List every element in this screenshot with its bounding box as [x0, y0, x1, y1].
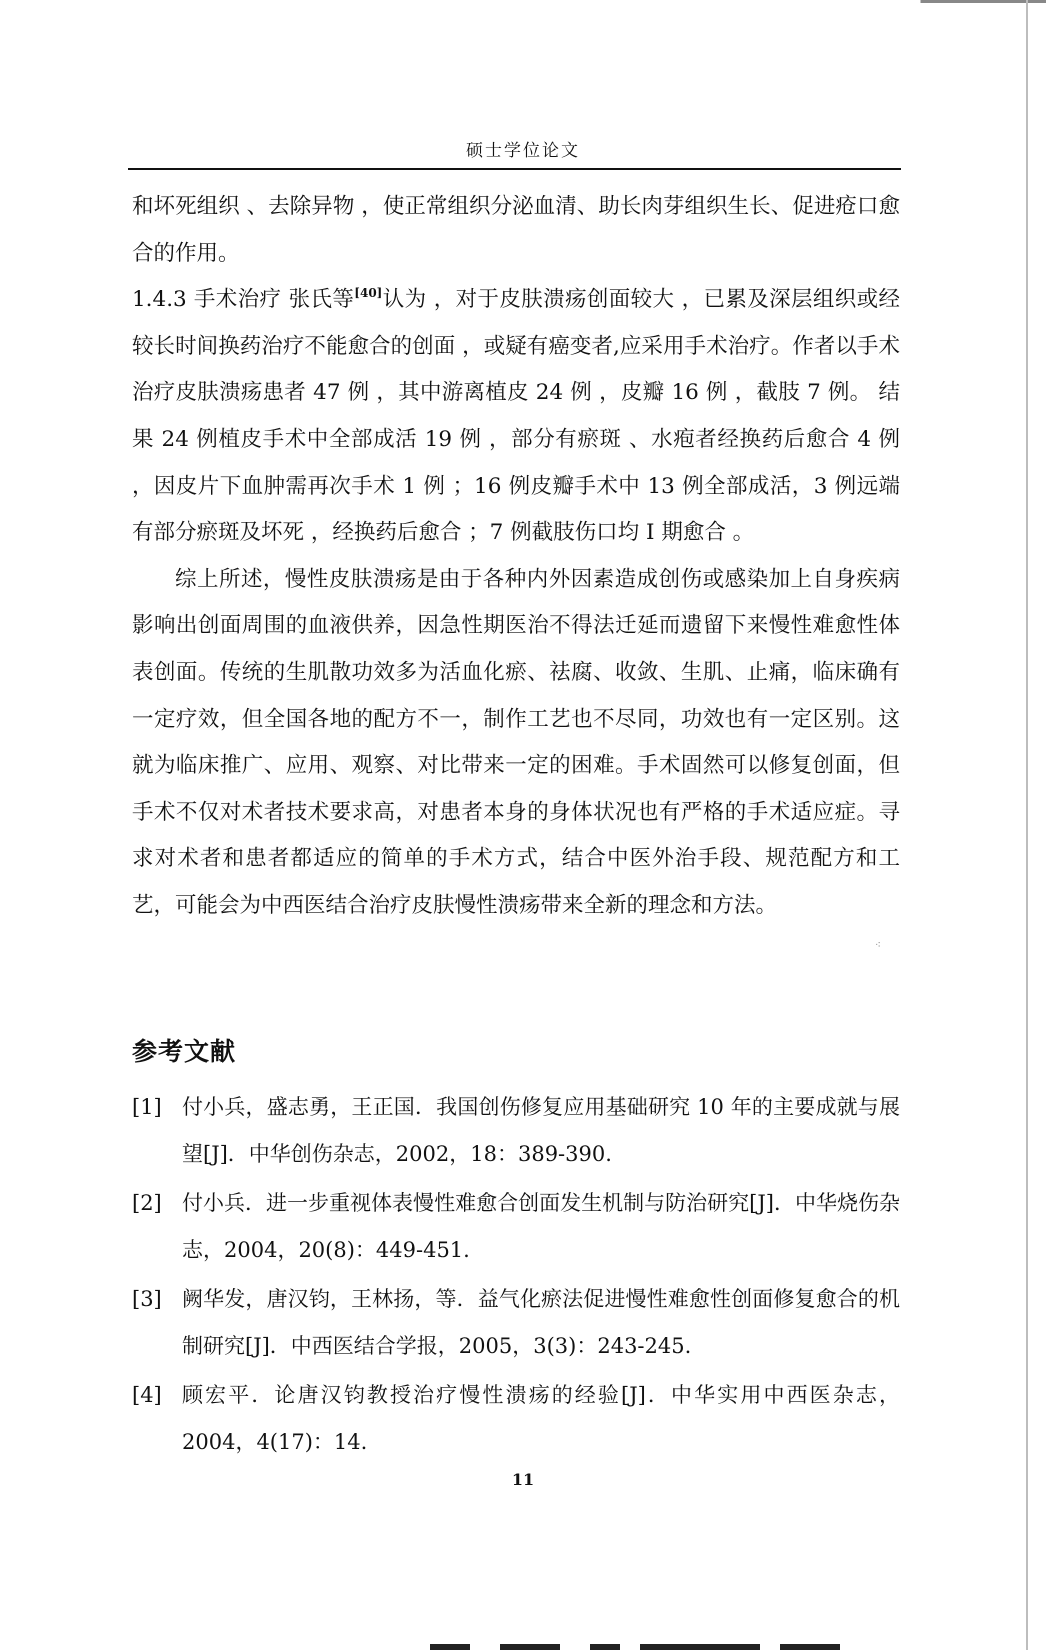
- reference-text: 阙华发，唐汉钧，王林扬，等．益气化瘀法促进慢性难愈性创面修复愈合的机制研究[J]．中西医结合学报，2005，3(3)：243-245.: [182, 1287, 900, 1358]
- references-list: [132, 1084, 900, 1468]
- header-rule: [128, 168, 901, 170]
- reference-item: [132, 1180, 900, 1274]
- scan-bottom-marks: [0, 1636, 1046, 1650]
- body-text: [132, 184, 900, 930]
- scan-edge-top: [0, 0, 1046, 3]
- reference-number: [4]: [132, 1383, 162, 1407]
- reference-number: [1]: [132, 1095, 162, 1119]
- paragraph-summary: 综上所述，慢性皮肤溃疡是由于各种内外因素造成创伤或感染加上自身疾病影响出创面周围的血液供养，因急性期医治不得法迁延而遗留下来慢性难愈性体表创面。传统的生肌散功效多为活血化瘀、祛腐、收敛、生肌、止痛，临床确有一定疗效，但全国各地的配方不一，制作工艺也不尽同，功效也有一定区别。这就为临床推广、应用、观察、对比带来一定的困难。手术固然可以修复创面，但手术不仅对术者技术要求高，对患者本身的身体状况也有严格的手术适应症。寻求对术者和患者都适应的简单的手术方式，结合中医外治手段、规范配方和工艺，可能会为中西医结合治疗皮肤慢性溃疡带来全新的理念和方法。: [132, 566, 900, 918]
- reference-text: 付小兵．进一步重视体表慢性难愈合创面发生机制与防治研究[J]．中华烧伤杂志，2004，20(8)：449-451.: [182, 1191, 900, 1262]
- reference-text: 顾宏平．论唐汉钧教授治疗慢性溃疡的经验[J]．中华实用中西医杂志，2004，4(17)：14.: [182, 1383, 900, 1454]
- reference-text: 付小兵，盛志勇，王正国．我国创伤修复应用基础研究 10 年的主要成就与展望[J]．中华创伤杂志，2002，18：389-390.: [182, 1095, 900, 1166]
- scan-edge-right: [1026, 0, 1028, 1650]
- reference-item: [132, 1084, 900, 1178]
- paragraph-surgery-lead: 1.4.3 手术治疗 张氏等: [132, 287, 355, 313]
- reference-item: [132, 1372, 900, 1466]
- references-heading: 参考文献: [132, 1037, 237, 1066]
- scan-speck: ⁖: [875, 940, 881, 951]
- page-number: 11: [511, 1470, 535, 1489]
- reference-number: [2]: [132, 1191, 162, 1215]
- paragraph-surgery-body: 认为 ，对于皮肤溃疡创面较大 ，已累及深层组织或经较长时间换药治疗不能愈合的创面 ，或疑有癌变者,应采用手术治疗。作者以手术治疗皮肤溃疡患者 47 例 ，其中游离植皮 24 例 ，皮瓣 16 例 ，截肢 7 例。 结果 24 例植皮手术中全部成活 19 例 ，部分有瘀斑 、水疱者经换药后愈合 4 例 ，因皮片下血肿需再次手术 1 例 ；16 例皮瓣手术中 13 例全部成活，3 例远端有部分瘀斑及坏死 ，经换药后愈合 ；7 例截肢伤口均 I 期愈合 。: [132, 287, 901, 546]
- paragraph-continuation: 和坏死组织 、去除异物 ，使正常组织分泌血清、助长肉芽组织生长、促进疮口愈合的作用。: [132, 194, 900, 266]
- reference-item: [132, 1276, 900, 1370]
- reference-number: [3]: [132, 1287, 162, 1311]
- running-header: 硕士学位论文: [466, 141, 580, 161]
- paragraph-surgery: [132, 277, 900, 557]
- citation-marker: [40]: [354, 286, 383, 301]
